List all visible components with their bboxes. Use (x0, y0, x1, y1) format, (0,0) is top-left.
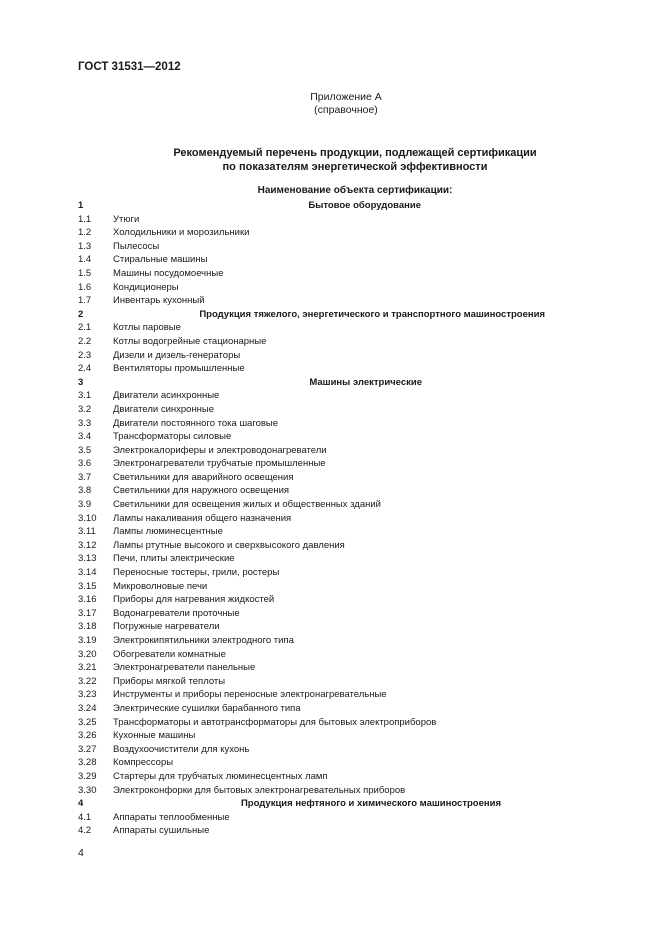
list-item (78, 444, 568, 458)
item-name: Аппараты сушильные (113, 825, 210, 837)
document-title-line-1: Рекомендуемый перечень продукции, подлежащей сертификации (173, 147, 537, 159)
item-code: 3.12 (78, 539, 97, 551)
document-code: ГОСТ 31531—2012 (78, 61, 181, 73)
item-name: Приборы для нагревания жидкостей (113, 594, 275, 606)
item-name: Приборы мягкой теплоты (113, 675, 226, 687)
list-item (78, 321, 568, 335)
list-item (78, 213, 568, 227)
item-code: 2.1 (78, 322, 92, 334)
item-name: Компрессоры (113, 757, 174, 769)
item-code: 3.13 (78, 553, 97, 565)
item-code: 3.10 (78, 512, 97, 524)
list-item (78, 498, 568, 512)
list-item (78, 593, 568, 607)
item-code: 3.14 (78, 567, 97, 579)
item-code: 3.5 (78, 444, 92, 456)
item-name: Электроконфорки для бытовых электронагревательных приборов (113, 784, 406, 796)
item-name: Лампы люминесцентные (113, 526, 223, 538)
item-name: Стиральные машины (113, 254, 208, 266)
list-item (78, 688, 568, 702)
list-item (78, 457, 568, 471)
section-name: Продукция тяжелого, энергетического и транспортного машиностроения (199, 308, 545, 320)
item-name: Инструменты и приборы переносные электронагревательные (113, 689, 387, 701)
list-item (78, 756, 568, 770)
item-code: 3.2 (78, 403, 92, 415)
item-code: 3.4 (78, 431, 92, 443)
item-code: 3.18 (78, 621, 97, 633)
item-name: Воздухоочистители для кухонь (113, 743, 250, 755)
list-item (78, 566, 568, 580)
appendix-title: Приложение А (310, 91, 382, 103)
list-item (78, 525, 568, 539)
item-code: 3.3 (78, 417, 92, 429)
item-name: Холодильники и морозильники (113, 227, 250, 239)
list-item (78, 729, 568, 743)
item-name: Котлы водогрейные стационарные (113, 335, 267, 347)
list-item (78, 281, 568, 295)
item-name: Двигатели асинхронные (113, 390, 220, 402)
list-item (78, 743, 568, 757)
list-item (78, 675, 568, 689)
item-code: 3.26 (78, 730, 97, 742)
item-name: Аппараты теплообменные (113, 811, 230, 823)
list-item (78, 471, 568, 485)
list-item (78, 770, 568, 784)
section-name: Продукция нефтяного и химического машиностроения (240, 798, 501, 810)
item-name: Двигатели синхронные (113, 403, 215, 415)
item-name: Трансформаторы и автотрансформаторы для бытовых электроприборов (113, 716, 437, 728)
list-item (78, 634, 568, 648)
item-name: Электрокипятильники электродного типа (113, 635, 294, 646)
list-item (78, 580, 568, 594)
item-name: Кухонные машины (113, 730, 196, 742)
certification-list (78, 199, 568, 838)
section-name: Бытовое оборудование (308, 200, 421, 211)
item-code: 3.23 (78, 689, 97, 701)
list-item (78, 240, 568, 254)
list-item (78, 267, 568, 281)
item-name: Дизели и дизель-генераторы (113, 349, 241, 361)
item-name: Микроволновые печи (113, 580, 208, 592)
list-item (78, 253, 568, 267)
list-item (78, 552, 568, 566)
item-name: Лампы накаливания общего назначения (113, 512, 292, 524)
item-code: 4.2 (78, 825, 92, 837)
list-item (78, 716, 568, 730)
item-name: Стартеры для трубчатых люминесцентных ламп (113, 770, 328, 782)
list-item (78, 349, 568, 363)
item-name: Печи, плиты электрические (113, 553, 235, 565)
list-item (78, 417, 568, 431)
list-item (78, 430, 568, 444)
item-name: Переносные тостеры, грили, ростеры (113, 567, 280, 579)
item-name: Вентиляторы промышленные (113, 363, 245, 375)
item-name: Электронагреватели трубчатые промышленные (113, 458, 326, 470)
item-code: 3.11 (78, 526, 96, 538)
item-code: 2.3 (78, 349, 92, 361)
item-code: 1.5 (78, 267, 92, 279)
item-code: 1.1 (78, 213, 92, 225)
item-name: Погружные нагреватели (113, 621, 220, 633)
list-item (78, 294, 568, 308)
item-name: Электрокалориферы и электроводонагреватели (113, 444, 327, 456)
item-name: Светильники для аварийного освещения (113, 471, 294, 483)
item-code: 3.16 (78, 594, 97, 606)
item-code: 3.27 (78, 743, 97, 755)
list-item (78, 403, 568, 417)
list-item (78, 226, 568, 240)
page-number: 4 (78, 847, 84, 859)
item-code: 3.8 (78, 485, 92, 497)
item-code: 1.7 (78, 295, 92, 307)
item-code: 3.20 (78, 648, 97, 660)
item-code: 1.4 (78, 254, 92, 266)
list-item (78, 335, 568, 349)
item-name: Котлы паровые (113, 322, 181, 334)
item-code: 3.15 (78, 580, 97, 592)
item-code: 3.17 (78, 607, 97, 619)
list-item (78, 539, 568, 553)
list-item (78, 389, 568, 403)
list-item (78, 661, 568, 675)
item-name: Трансформаторы силовые (113, 431, 232, 443)
item-code: 3.30 (78, 784, 97, 796)
item-name: Электронагреватели панельные (113, 662, 256, 674)
section-code: 4 (78, 798, 84, 810)
section-row (78, 376, 568, 390)
item-code: 4.1 (78, 811, 92, 823)
item-code: 3.28 (78, 757, 97, 769)
section-code: 2 (78, 308, 84, 320)
item-code: 1.6 (78, 281, 92, 293)
item-code: 3.22 (78, 675, 97, 687)
item-code: 3.6 (78, 458, 92, 470)
item-code: 3.1 (78, 390, 92, 402)
item-name: Светильники для наружного освещения (113, 485, 290, 497)
item-code: 1.2 (78, 227, 92, 239)
list-item (78, 607, 568, 621)
section-row (78, 199, 568, 213)
item-name: Светильники для освещения жилых и общественных зданий (113, 499, 381, 511)
item-code: 3.9 (78, 499, 92, 511)
column-header: Наименование объекта сертификации: (257, 185, 453, 196)
item-name: Двигатели постоянного тока шаговые (113, 417, 279, 429)
item-code: 2.2 (78, 335, 92, 347)
section-code: 3 (78, 376, 84, 388)
document-title-line-2: по показателям энергетической эффективности (222, 161, 488, 173)
item-code: 3.25 (78, 716, 97, 728)
item-name: Пылесосы (113, 240, 160, 252)
section-row (78, 797, 568, 811)
item-name: Водонагреватели проточные (113, 607, 240, 619)
item-name: Лампы ртутные высокого и сверхвысокого давления (113, 539, 345, 551)
section-code: 1 (78, 200, 84, 211)
list-item (78, 484, 568, 498)
item-code: 1.3 (78, 240, 92, 252)
section-row (78, 308, 568, 322)
item-name: Утюги (113, 213, 140, 225)
item-code: 3.29 (78, 770, 97, 782)
list-item (78, 811, 568, 825)
item-code: 3.24 (78, 702, 97, 714)
list-item (78, 784, 568, 798)
item-name: Обогреватели комнатные (113, 648, 226, 660)
item-code: 2.4 (78, 363, 92, 375)
item-name: Электрические сушилки барабанного типа (113, 702, 301, 714)
list-item (78, 362, 568, 376)
list-item (78, 648, 568, 662)
item-code: 3.21 (78, 662, 97, 674)
item-name: Инвентарь кухонный (113, 295, 205, 307)
list-item (78, 702, 568, 716)
appendix-note: (справочное) (314, 104, 378, 116)
list-item (78, 824, 568, 838)
section-name: Машины электрические (309, 376, 422, 388)
item-name: Машины посудомоечные (113, 267, 224, 279)
item-code: 3.19 (78, 635, 97, 646)
list-item (78, 512, 568, 526)
list-item (78, 620, 568, 634)
item-name: Кондиционеры (113, 281, 179, 293)
item-code: 3.7 (78, 471, 92, 483)
